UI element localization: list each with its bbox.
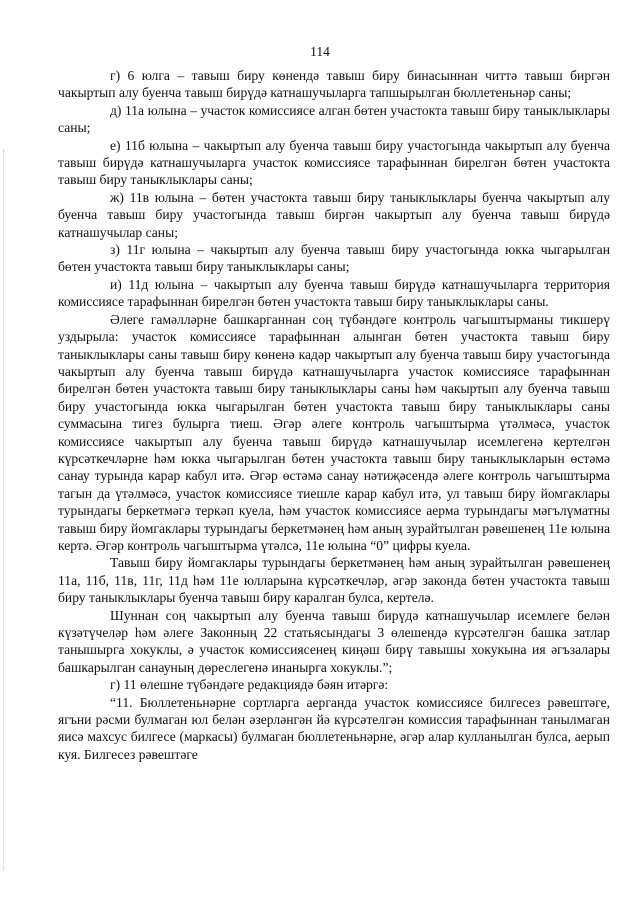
paragraph-amendment-g: г) 11 өлешне түбәндәге редакциядә бәян итәргә: (110, 677, 389, 693)
paragraph-item-g: г) 6 юлга – тавыш биру көнендә тавыш биру бинасыннан читтә тавыш биргән чакыртып алу буенча тавыш бирүдә катнашучыларга тапшырылган бюллетеньнәр саны; (58, 68, 610, 101)
paragraph-item-i: и) 11д юлына – чакыртып алу буенча тавыш бирүдә катнашучыларга территория комиссиясе тарафыннан бирелгән бөтен участокта тавыш биру таныклыклары саны. (58, 276, 610, 310)
page-number: 114 (310, 44, 330, 59)
paragraph-item-d: д) 11а юлына – участок комиссиясе алган бөтен участокта тавыш биру таныклыклары саны; (58, 102, 610, 136)
paragraph-part-11: “11. Бюллетеньнәрне сортларга аерганда участок комиссиясе билгесез рәвештәге, ягъни рәсми булмаган юл белән әзерләнгән йә күрсәтелгән комиссия тарафыннан танылмаган яисә махсус билгесе (маркасы) булмаган бюллетеньнәрне, әгәр алар кулланылган булса, аерып куя. Билгесез рәвештәге (58, 694, 610, 762)
paragraph-item-zh: ж) 11в юлына – бөтен участокта тавыш биру таныклыклары буенча чакыртып алу буенча тавыш биру участогында тавыш биргән чакыртып алу буенча тавыш бирүдә катнашучылар саны; (58, 189, 610, 240)
paragraph-control-check: Әлеге гамәлләрне башкарганнан соң түбәндәге контроль чагыштырманы тикшерү уздырыла: участок комиссиясе тарафыннан алынган бөтен участокта тавыш биру таныклыклары саны тавыш биру көненә кадәр чакыртып алу буенча тавыш биру участогында чакыртып алу буенча тавыш бирүдә катнашучыларга участок комиссиясе тарафыннан бирелгән бөтен участокта тавыш биру таныклыклары саны һәм чакыртып алу буенча тавыш биру участогында юкка чыгарылган бөтен участокта тавыш биру таныклыклары саны суммасына тигез булырга тиеш. Әгәр әлеге контроль чагыштырма үтәлмәсә, участок комиссиясе чакыртып алу буенча тавыш бирүдә катнашучылар исемлегенә кертелгән күрсәткечләрне һәм юкка чыгарылган бөтен участокта тавыш биру таныклыкларын өстәмә санау турында карар кабул итә. Әгәр өстәмә санау нәтиҗәсендә әлеге контроль чагыштырма тагын да үтәлмәсә, участок комиссиясе тиешле карар кабул итә, ул тавыш биру йомгаклары турындагы беркетмәгә теркәп куела, һәм участок комиссиясе аерма турындагы мәгълүматны тавыш биру йомгаклары турындагы беркетмәнең һәм аның зурайтылган рәвешенең 11е юлына кертә. Әгәр контроль чагыштырма үтәлсә, 11е юлына “0” цифры куела. (58, 311, 610, 553)
document-body (58, 67, 610, 763)
paragraph-item-e: е) 11б юлына – чакыртып алу буенча тавыш биру участогында чакыртып алу буенча тавыш бирүдә катнашучыларга участок комиссиясе тарафыннан бирелгән бөтен участокта тавыш биру таныклыклары саны; (58, 137, 610, 188)
paragraph-observers: Шуннан соң чакыртып алу буенча тавыш бирүдә катнашучылар исемлеге белән күзәтүчеләр һәм әлеге Законның 22 статьясындагы 3 өлешендә күрсәтелгән башка затлар танышырга хокуклы, ә участок комиссиясенең киңәш бирү тавышы хокукына ия әгъзалары башкарылган санауның дөреслегенә инанырга хокуклы.”; (58, 607, 610, 675)
paragraph-protocol-lines: Тавыш биру йомгаклары турындагы беркетмәнең һәм аның зурайтылган рәвешенең 11а, 11б, 11в, 11г, 11д һәм 11е юлларына күрсәткечләр, әгәр законда бөтен участокта тавыш биру таныклыклары буенча тавыш биру каралган булса, кертелә. (58, 555, 610, 606)
paragraph-item-z: з) 11г юлына – чакыртып алу буенча тавыш биру участогында юкка чыгарылган бөтен участокта тавыш биру таныклыклары саны; (58, 242, 610, 275)
scan-edge-line (3, 150, 5, 870)
